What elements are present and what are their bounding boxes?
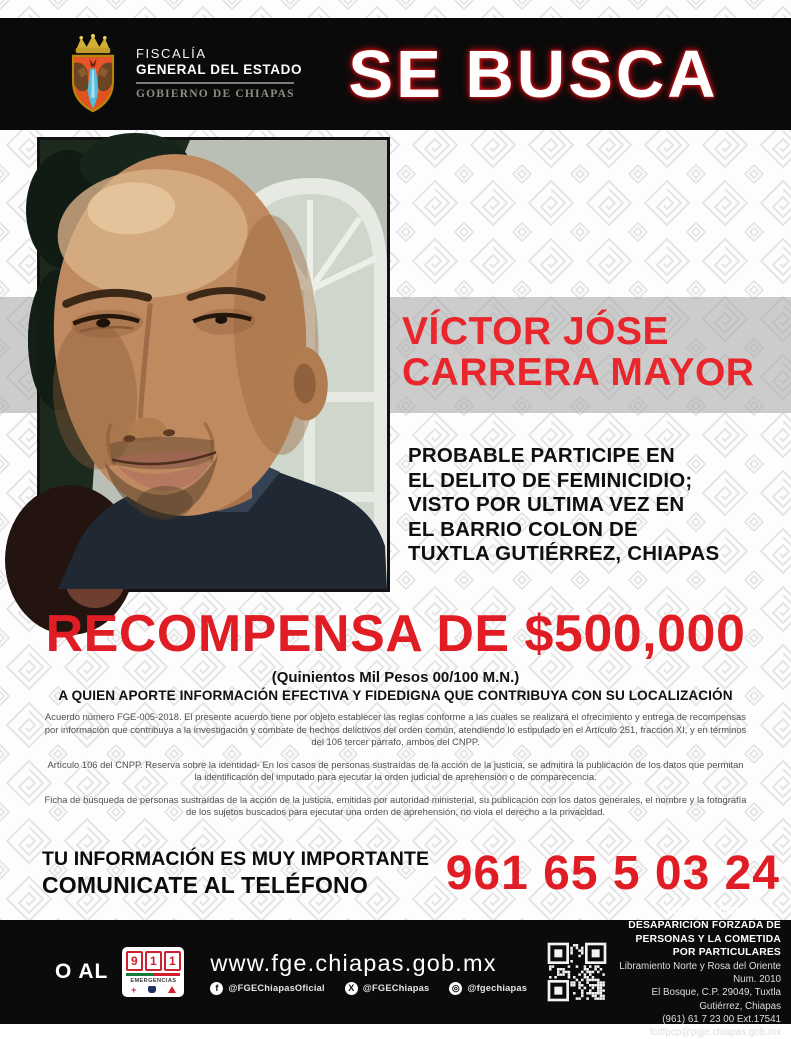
facebook-handle-text: @FGEChiapasOficial (228, 983, 325, 993)
reward-amount-words: (Quinientos Mil Pesos 00/100 M.N.) (271, 669, 520, 686)
x-icon: X (345, 982, 358, 995)
agency-line-1: FISCALÍA (136, 46, 207, 62)
emergency-service-icons (125, 986, 181, 994)
office-info-block (617, 905, 781, 1039)
legal-paragraph-1: Acuerdo número FGE-005-2018. El presente acuerdo tiene por objeto establecer las reglas conforme a las cuales se realizará el ofrecimiento y entrega de recompensas por información que contribuya a la investigación y combate de hechos delictivos del orden común, atendiendo lo estipulado en el Artículo 251, fracción XI, y en términos del 106 tercer párrafo, ambos del CNPP. (44, 711, 747, 747)
description-line: EL DELITO DE FEMINICIDIO; (408, 468, 693, 492)
reward-headline: RECOMPENSA DE $500,000 (45, 605, 746, 663)
web-and-social-column (210, 950, 527, 995)
emergency-label: EMERGENCIAS (130, 977, 177, 984)
office-address-line-2: El Bosque, C.P. 29049, Tuxtla Gutiérrez, Chiapas (651, 987, 781, 1012)
facebook-handle (210, 982, 324, 995)
footer-bar (0, 906, 791, 1038)
office-name-line-2: PERSONAS Y LA COMETIDA POR PARTICULARES (635, 933, 781, 959)
header-banner (0, 18, 791, 130)
wanted-title: SE BUSCA (348, 36, 719, 112)
description-line: VISTO POR ULTIMA VEZ EN (408, 493, 685, 517)
or-label: O AL (55, 960, 109, 983)
instagram-handle-text: @fgechiapas (467, 983, 528, 993)
contact-line-2: COMUNICATE AL TELÉFONO (42, 872, 368, 899)
suspect-name (402, 311, 754, 394)
contact-message (42, 847, 429, 900)
description-line: EL BARRIO COLON DE (408, 517, 638, 541)
fire-warning-icon (168, 986, 176, 993)
office-name-line-1: FISCALÍA CONTRA LA DESAPARICIÓN FORZADA DE (628, 906, 781, 931)
agency-name-block (136, 47, 302, 101)
x-handle-text: @FGEChiapas (362, 983, 430, 993)
office-email: fcdfpcp@pgje.chiapas.gob.mx (649, 1026, 781, 1038)
medical-cross-icon: + (131, 984, 137, 995)
office-address-line-1: Libramiento Norte y Rosa del Oriente Num. 2010 (619, 961, 781, 986)
digit-box: 1 (145, 951, 162, 971)
description-line: TUXTLA GUTIÉRREZ, CHIAPAS (408, 542, 720, 566)
chiapas-state-crest-icon (64, 32, 122, 116)
agency-line-3: GOBIERNO DE CHIAPAS (136, 87, 295, 100)
legal-notes (44, 711, 747, 829)
suspect-name-line-2: CARRERA MAYOR (402, 351, 755, 395)
emergency-911-logo (122, 947, 184, 997)
reward-section (0, 604, 791, 703)
suspect-portrait-illustration (40, 140, 387, 589)
website-url: www.fge.chiapas.gob.mx (210, 949, 497, 976)
contact-section (42, 846, 780, 901)
instagram-icon: ◎ (449, 982, 462, 995)
facebook-icon: f (210, 982, 223, 995)
police-badge-icon (148, 986, 156, 993)
x-handle (345, 982, 430, 995)
digit-box: 9 (126, 951, 143, 971)
legal-paragraph-2: Artículo 106 del CNPP. Reserva sobre la identidad- En los casos de personas sustraídas de la acción de la justicia, se admitirá la publicación de los datos que permitan la identificación del imputado para ejecutar la orden judicial de aprehensión o de comparecencia. (47, 758, 744, 782)
suspect-name-line-1: VÍCTOR JÓSE (402, 310, 670, 353)
legal-paragraph-3: Ficha de búsqueda de personas sustraídas de la acción de la justicia, emitidas por autoridad ministerial, su publicación con los datos generales, el nombre y la fotografía de los sujetos buscados para ejecutar una orden de aprehensión, no viola el derecho a la privacidad. (44, 793, 747, 817)
emergency-tricolor-bar (126, 973, 180, 976)
reward-condition: A QUIEN APORTE INFORMACIÓN EFECTIVA Y FIDEDIGNA QUE CONTRIBUYA CON SU LOCALIZACIÓN (58, 688, 733, 703)
office-phone: (961) 61 7 23 00 Ext.17541 (662, 1013, 781, 1025)
instagram-handle (449, 982, 527, 995)
emergency-911-digits (125, 951, 181, 971)
agency-divider (136, 82, 294, 84)
social-handles-row (210, 982, 527, 995)
digit-box: 1 (164, 951, 181, 971)
crime-description (408, 444, 719, 567)
contact-line-1: TU INFORMACIÓN ES MUY IMPORTANTE (42, 847, 430, 870)
agency-line-2: GENERAL DEL ESTADO (136, 62, 303, 78)
description-line: PROBABLE PARTICIPE EN (408, 444, 675, 467)
suspect-photo (37, 137, 390, 592)
contact-phone-number: 961 65 5 03 24 (445, 847, 780, 900)
qr-code (549, 944, 605, 1000)
